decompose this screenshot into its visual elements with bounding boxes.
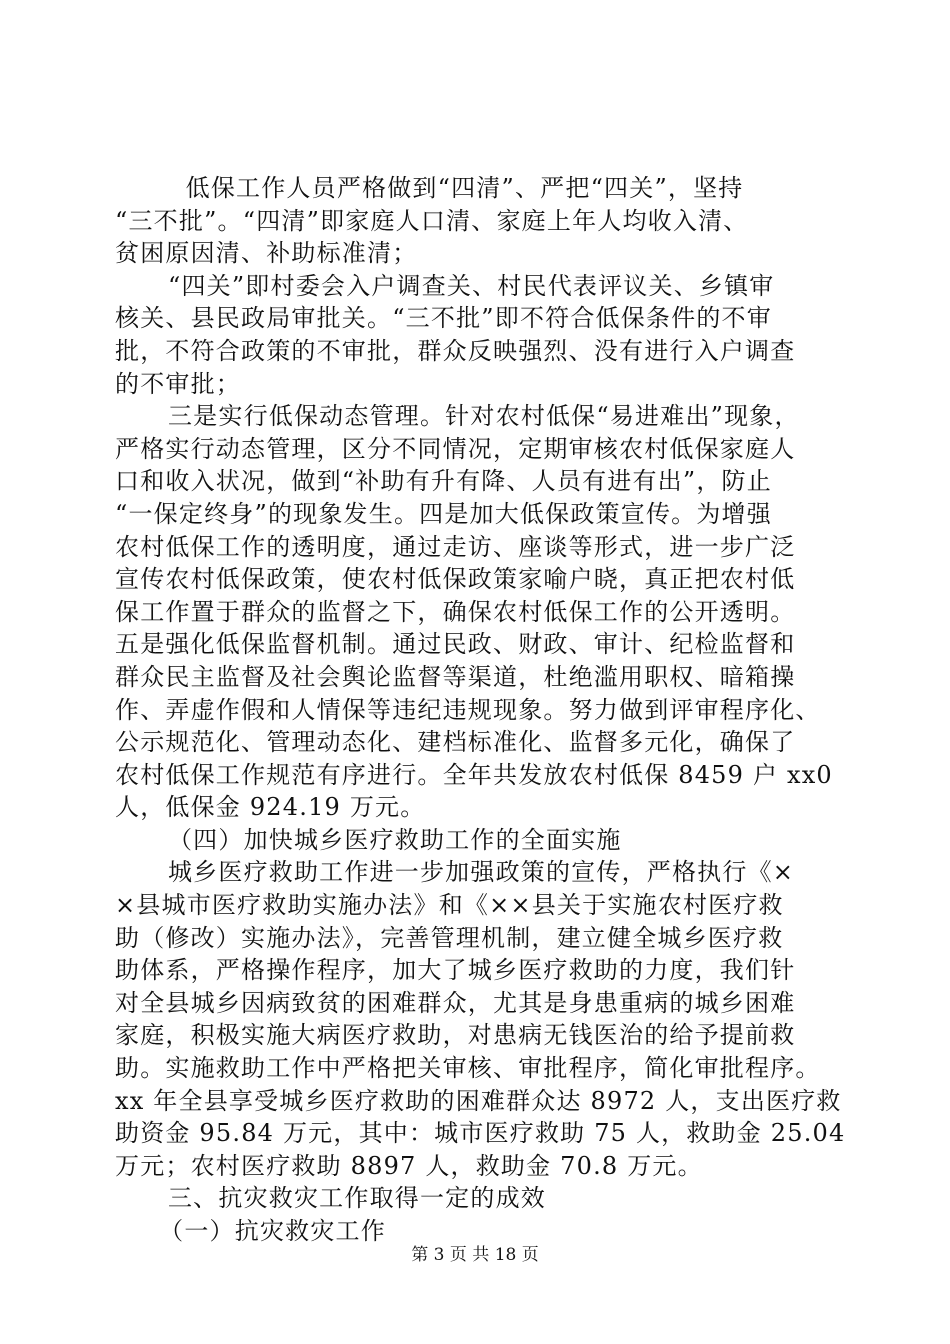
text-line: 三是实行低保动态管理。针对农村低保“易进难出”现象， xyxy=(115,402,800,431)
text-line: 三、抗灾救灾工作取得一定的成效 xyxy=(115,1184,546,1213)
text-line: 贫困原因清、补助标准清； xyxy=(115,239,418,268)
text-line: 群众民主监督及社会舆论监督等渠道，杜绝滥用职权、暗箱操 xyxy=(115,662,796,691)
text-line: 口和收入状况，做到“补助有升有降、人员有进有出”，防止 xyxy=(115,467,772,496)
text-line: 助资金 95.84 万元，其中：城市医疗救助 75 人，救助金 25.04 xyxy=(115,1119,846,1148)
text-line: 对全县城乡因病致贫的困难群众，尤其是身患重病的城乡困难 xyxy=(115,988,796,1017)
text-line: 宣传农村低保政策，使农村低保政策家喻户晓，真正把农村低 xyxy=(115,565,796,594)
text-line: （一）抗灾救灾工作 xyxy=(115,1217,386,1245)
text-line: 低保工作人员严格做到“四清”、严把“四关”，坚持 xyxy=(115,174,744,202)
text-line: 保工作置于群众的监督之下，确保农村低保工作的公开透明。 xyxy=(115,597,796,626)
text-line: 严格实行动态管理，区分不同情况，定期审核农村低保家庭人 xyxy=(115,434,796,463)
text-line: ×县城市医疗救助实施办法》和《××县关于实施农村医疗救 xyxy=(115,891,784,920)
text-line: 农村低保工作规范有序进行。全年共发放农村低保 8459 户 xx0 xyxy=(115,760,833,789)
text-line: 核关、县民政局审批关。“三不批”即不符合低保条件的不审 xyxy=(115,304,772,333)
text-line: 城乡医疗救助工作进一步加强政策的宣传，严格执行《× xyxy=(115,858,795,887)
text-line: （四）加快城乡医疗救助工作的全面实施 xyxy=(115,825,622,854)
page-footer: 第 3 页 共 18 页 xyxy=(411,1245,539,1265)
text-line: 批，不符合政策的不审批，群众反映强烈、没有进行入户调查 xyxy=(115,336,796,365)
text-line: 助。实施救助工作中严格把关审核、审批程序，简化审批程序。 xyxy=(115,1054,821,1083)
text-line: “一保定终身”的现象发生。四是加大低保政策宣传。为增强 xyxy=(115,499,772,528)
text-line: 农村低保工作的透明度，通过走访、座谈等形式，进一步广泛 xyxy=(115,532,796,561)
text-line: 人，低保金 924.19 万元。 xyxy=(115,793,426,822)
body-text xyxy=(115,172,846,1248)
text-line: 公示规范化、管理动态化、建档标准化、监督多元化，确保了 xyxy=(115,728,796,757)
text-line: 作、弄虚作假和人情保等违纪违规现象。努力做到评审程序化、 xyxy=(115,695,821,724)
text-line: 助体系，严格操作程序，加大了城乡医疗救助的力度，我们针 xyxy=(115,956,796,985)
text-line: 助（修改）实施办法》，完善管理机制，建立健全城乡医疗救 xyxy=(115,923,784,952)
text-line: 家庭，积极实施大病医疗救助，对患病无钱医治的给予提前救 xyxy=(115,1021,796,1050)
text-line: xx 年全县享受城乡医疗救助的困难群众达 8972 人，支出医疗救 xyxy=(115,1086,842,1115)
text-line: 的不审批； xyxy=(115,369,241,398)
text-line: 万元；农村医疗救助 8897 人，救助金 70.8 万元。 xyxy=(115,1151,703,1180)
text-line: “四关”即村委会入户调查关、村民代表评议关、乡镇审 xyxy=(115,271,775,300)
text-line: 五是强化低保监督机制。通过民政、财政、审计、纪检监督和 xyxy=(115,630,796,659)
text-line: “三不批”。“四清”即家庭人口清、家庭上年人均收入清、 xyxy=(115,206,749,235)
